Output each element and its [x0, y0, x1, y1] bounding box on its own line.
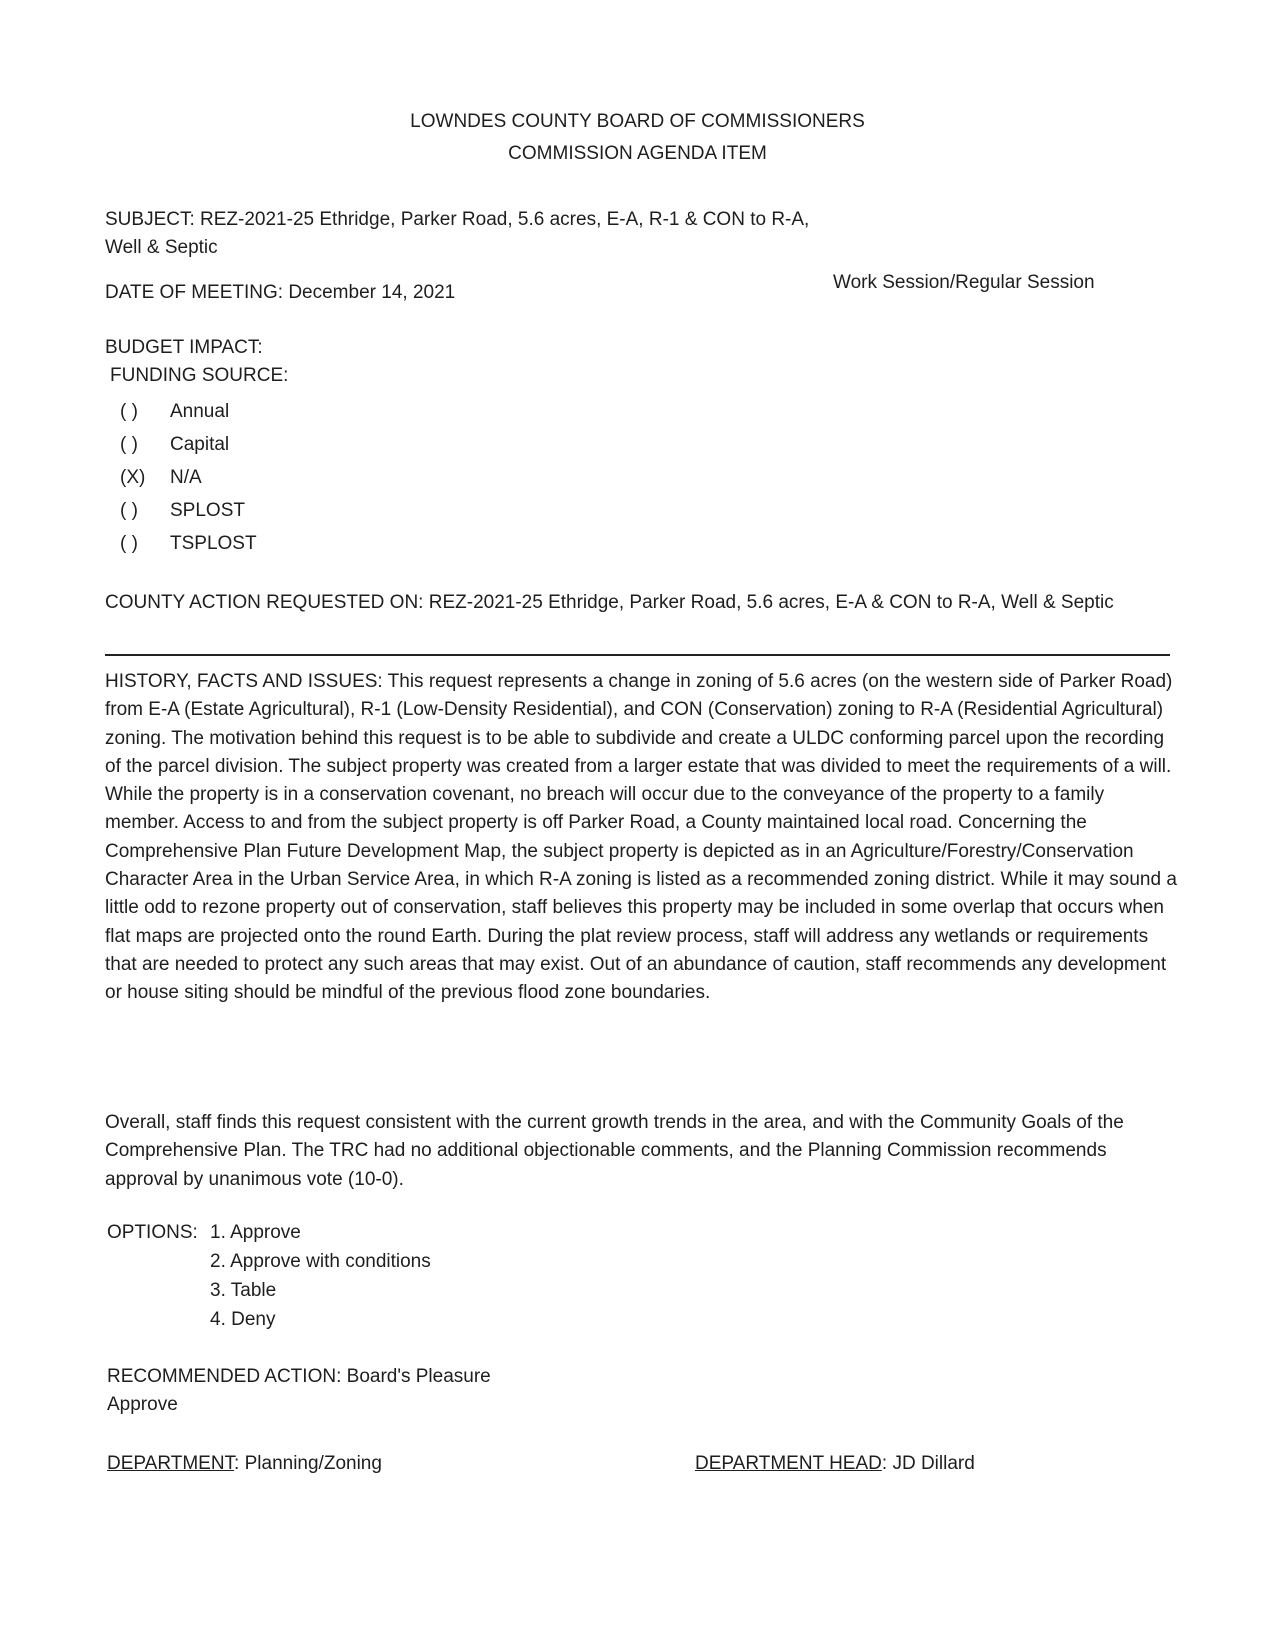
- department-head-block: DEPARTMENT HEAD: JD Dillard: [695, 1453, 975, 1474]
- meeting-date: [105, 279, 455, 307]
- subject-block: [105, 206, 835, 262]
- county-action-block: [105, 589, 1165, 617]
- board-title: LOWNDES COUNTY BOARD OF COMMISSIONERS: [410, 111, 865, 132]
- department-head-value: JD Dillard: [892, 1453, 975, 1474]
- agenda-item-title: COMMISSION AGENDA ITEM: [508, 143, 767, 164]
- history-text: This request represents a change in zoning of 5.6 acres (on the western side of Parker Road) from E-A (Estate Agricultural), R-1 (Low-Density Residential), and CON (Conservation) zoning to R-A (Residential Agricultural) zoning. The motivation behind this request is to be able to subdivide and create a ULDC conforming parcel upon the recording of the parcel division. The subject property was created from a larger estate that was divided to meet the requirements of a will. While the property is in a conservation covenant, no breach will occur due to the conveyance of the property to a family member. Access to and from the subject property is off Parker Road, a County maintained local road. Concerning the Comprehensive Plan Future Development Map, the subject property is depicted as in an Agriculture/Forestry/Conservation Character Area in the Urban Service Area, in which R-A zoning is listed as a recommended zoning district. While it may sound a little odd to rezone property out of conservation, staff believes this property may be included in some overlap that occurs when flat maps are projected onto the round Earth. During the plat review process, staff will address any wetlands or requirements that are needed to protect any such areas that may exist. Out of an abundance of caution, staff recommends any development or house siting should be mindful of the previous flood zone boundaries.: [105, 671, 1177, 1004]
- funding-option-na: [120, 464, 257, 497]
- meeting-date-value: December 14, 2021: [288, 282, 456, 303]
- options-label: OPTIONS:: [107, 1222, 198, 1243]
- session-type: Work Session/Regular Session: [833, 272, 1095, 293]
- meeting-date-label: DATE OF MEETING:: [105, 282, 284, 303]
- funding-option-splost: [120, 497, 257, 530]
- checkbox-mark: ( ): [120, 533, 138, 554]
- funding-option-capital: [120, 431, 257, 464]
- option-item: 1. Approve: [210, 1222, 301, 1243]
- funding-option-label: Annual: [170, 401, 230, 422]
- county-action-label: COUNTY ACTION REQUESTED ON:: [105, 592, 424, 613]
- option-item: 2. Approve with conditions: [210, 1251, 431, 1272]
- history-paragraph: [105, 668, 1180, 1008]
- funding-option-label: TSPLOST: [170, 533, 257, 554]
- checkbox-mark: (X): [120, 467, 146, 488]
- department-label: DEPARTMENT: [107, 1453, 235, 1474]
- recommended-action-line2: Approve: [107, 1394, 178, 1415]
- funding-option-annual: [120, 398, 257, 431]
- overall-paragraph: Overall, staff finds this request consistent with the current growth trends in the area, and with the Community Goals of the Comprehensive Plan. The TRC had no additional objectionable comments, and the Planning Commission recommends approval by unanimous vote (10-0).: [105, 1112, 1124, 1190]
- funding-option-tsplost: [120, 530, 257, 563]
- option-item: 3. Table: [210, 1280, 277, 1301]
- funding-option-label: SPLOST: [170, 500, 245, 521]
- options-block: [107, 1219, 431, 1335]
- subject-label: SUBJECT:: [105, 209, 195, 230]
- department-block: DEPARTMENT: Planning/Zoning: [107, 1453, 382, 1474]
- funding-source-label: FUNDING SOURCE:: [110, 365, 289, 386]
- recommended-action-value: Board's Pleasure: [346, 1366, 491, 1387]
- recommended-action-block: [107, 1363, 491, 1419]
- checkbox-mark: ( ): [120, 500, 138, 521]
- funding-source-list: [120, 398, 257, 563]
- document-header: [0, 108, 1275, 172]
- checkbox-mark: ( ): [120, 434, 138, 455]
- checkbox-mark: ( ): [120, 401, 138, 422]
- option-item: 4. Deny: [210, 1309, 276, 1330]
- funding-option-label: N/A: [170, 467, 202, 488]
- county-action-text: REZ-2021-25 Ethridge, Parker Road, 5.6 acres, E-A & CON to R-A, Well & Septic: [428, 592, 1114, 613]
- department-head-label: DEPARTMENT HEAD: [695, 1453, 882, 1474]
- funding-option-label: Capital: [170, 434, 230, 455]
- department-value: Planning/Zoning: [244, 1453, 382, 1474]
- subject-text: REZ-2021-25 Ethridge, Parker Road, 5.6 acres, E-A, R-1 & CON to R-A, Well & Septic: [105, 209, 810, 258]
- budget-impact-label: BUDGET IMPACT:: [105, 337, 263, 358]
- recommended-action-label: RECOMMENDED ACTION:: [107, 1366, 342, 1387]
- history-label: HISTORY, FACTS AND ISSUES:: [105, 671, 383, 692]
- section-divider: [105, 654, 1170, 656]
